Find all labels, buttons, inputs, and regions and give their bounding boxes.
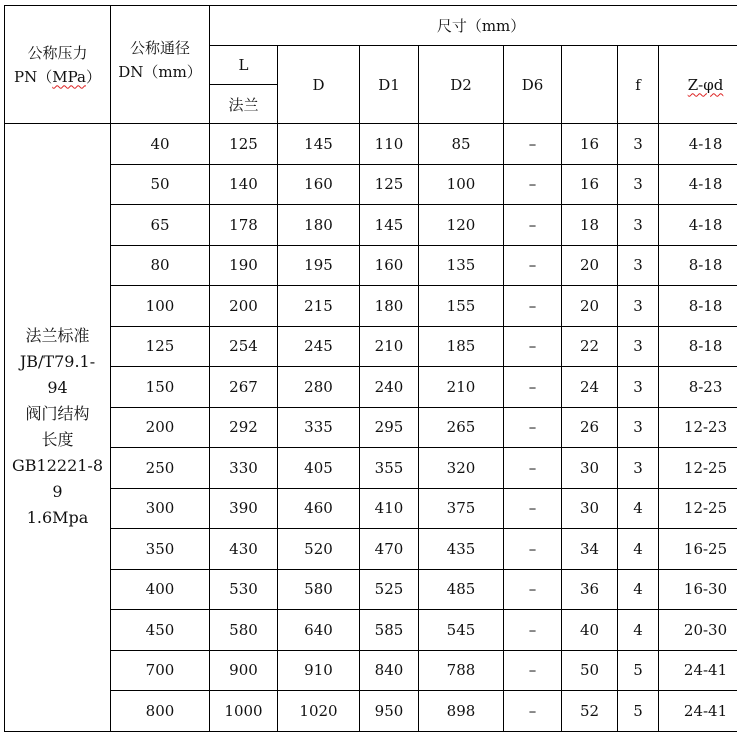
col-header-z-text: Z-φd — [687, 75, 724, 94]
col-header-f: f — [618, 46, 659, 124]
table-row — [5, 610, 737, 651]
standard-cell — [5, 124, 111, 732]
cell-D6: – — [504, 326, 562, 367]
cell-D6: – — [504, 691, 562, 732]
cell-dn: 300 — [111, 488, 210, 529]
cell-D: 280 — [278, 367, 360, 408]
standard-line: 1.6Mpa — [26, 508, 89, 528]
table-row — [5, 205, 737, 246]
cell-D1: 145 — [360, 205, 419, 246]
cell-L: 200 — [210, 286, 278, 327]
cell-f: 3 — [618, 367, 659, 408]
cell-f: 4 — [618, 529, 659, 570]
table-row — [5, 407, 737, 448]
cell-D: 520 — [278, 529, 360, 570]
cell-D2: 85 — [419, 124, 504, 165]
cell-f: 3 — [618, 326, 659, 367]
table-row — [5, 448, 737, 489]
table-row — [5, 529, 737, 570]
cell-z: 8-23 — [659, 367, 737, 408]
cell-f: 3 — [618, 124, 659, 165]
table-body — [5, 124, 737, 732]
cell-dn: 250 — [111, 448, 210, 489]
cell-D: 460 — [278, 488, 360, 529]
table-row — [5, 650, 737, 691]
table-row — [5, 367, 737, 408]
standard-line: 阀门结构 — [25, 404, 90, 424]
cell-D1: 210 — [360, 326, 419, 367]
cell-L: 190 — [210, 245, 278, 286]
cell-b: 20 — [562, 286, 618, 327]
cell-D: 195 — [278, 245, 360, 286]
cell-f: 3 — [618, 164, 659, 205]
standard-line: GB12221-8 — [11, 456, 104, 476]
cell-dn: 65 — [111, 205, 210, 246]
cell-f: 3 — [618, 448, 659, 489]
dimensions-header: 尺寸（mm） — [210, 6, 737, 46]
table-row — [5, 326, 737, 367]
cell-L: 292 — [210, 407, 278, 448]
cell-D1: 585 — [360, 610, 419, 651]
table-row — [5, 691, 737, 732]
cell-L: 530 — [210, 569, 278, 610]
cell-D2: 435 — [419, 529, 504, 570]
cell-dn: 200 — [111, 407, 210, 448]
cell-D1: 160 — [360, 245, 419, 286]
table-row — [5, 488, 737, 529]
cell-f: 5 — [618, 650, 659, 691]
flange-dimensions-table — [4, 5, 737, 732]
col-header-D1: D1 — [360, 46, 419, 124]
cell-D1: 950 — [360, 691, 419, 732]
pressure-header — [5, 6, 111, 124]
cell-L: 390 — [210, 488, 278, 529]
cell-D2: 155 — [419, 286, 504, 327]
col-header-z — [659, 46, 737, 124]
cell-D2: 210 — [419, 367, 504, 408]
cell-f: 5 — [618, 691, 659, 732]
cell-L: 330 — [210, 448, 278, 489]
cell-D6: – — [504, 529, 562, 570]
cell-D2: 185 — [419, 326, 504, 367]
cell-D6: – — [504, 407, 562, 448]
cell-D6: – — [504, 610, 562, 651]
standard-line: 94 — [47, 378, 68, 398]
dn-header — [111, 6, 210, 124]
cell-f: 4 — [618, 488, 659, 529]
cell-z: 24-41 — [659, 691, 737, 732]
standard-line: 长度 — [41, 430, 74, 450]
cell-dn: 125 — [111, 326, 210, 367]
cell-dn: 40 — [111, 124, 210, 165]
standard-line: 9 — [52, 482, 63, 502]
cell-D2: 898 — [419, 691, 504, 732]
cell-D: 580 — [278, 569, 360, 610]
cell-D: 1020 — [278, 691, 360, 732]
cell-L: 178 — [210, 205, 278, 246]
standard-line: JB/T79.1- — [19, 352, 96, 372]
cell-b: 30 — [562, 448, 618, 489]
cell-D6: – — [504, 124, 562, 165]
cell-D2: 788 — [419, 650, 504, 691]
cell-z: 8-18 — [659, 326, 737, 367]
cell-b: 16 — [562, 124, 618, 165]
cell-D1: 180 — [360, 286, 419, 327]
dn-header-line1: 公称通径 — [129, 39, 190, 57]
col-header-D6: D6 — [504, 46, 562, 124]
cell-dn: 400 — [111, 569, 210, 610]
cell-dn: 150 — [111, 367, 210, 408]
cell-D6: – — [504, 286, 562, 327]
cell-f: 3 — [618, 205, 659, 246]
cell-b: 16 — [562, 164, 618, 205]
cell-D6: – — [504, 488, 562, 529]
cell-dn: 700 — [111, 650, 210, 691]
pressure-header-suffix: ） — [85, 67, 101, 86]
cell-D6: – — [504, 448, 562, 489]
cell-L: 254 — [210, 326, 278, 367]
cell-b: 18 — [562, 205, 618, 246]
cell-D2: 120 — [419, 205, 504, 246]
cell-dn: 50 — [111, 164, 210, 205]
cell-b: 20 — [562, 245, 618, 286]
col-header-D: D — [278, 46, 360, 124]
cell-b: 22 — [562, 326, 618, 367]
cell-z: 16-25 — [659, 529, 737, 570]
cell-D1: 110 — [360, 124, 419, 165]
cell-D6: – — [504, 245, 562, 286]
cell-f: 4 — [618, 610, 659, 651]
cell-L: 125 — [210, 124, 278, 165]
cell-D: 180 — [278, 205, 360, 246]
cell-L: 900 — [210, 650, 278, 691]
col-header-blank — [562, 46, 618, 124]
cell-D2: 265 — [419, 407, 504, 448]
standard-line: 法兰标准 — [25, 326, 90, 346]
cell-D: 145 — [278, 124, 360, 165]
cell-D2: 485 — [419, 569, 504, 610]
cell-b: 52 — [562, 691, 618, 732]
cell-b: 40 — [562, 610, 618, 651]
cell-D1: 355 — [360, 448, 419, 489]
cell-f: 3 — [618, 407, 659, 448]
cell-D: 405 — [278, 448, 360, 489]
cell-dn: 450 — [111, 610, 210, 651]
table-row — [5, 124, 737, 165]
cell-D2: 375 — [419, 488, 504, 529]
cell-D1: 840 — [360, 650, 419, 691]
cell-D: 245 — [278, 326, 360, 367]
cell-L: 140 — [210, 164, 278, 205]
cell-b: 36 — [562, 569, 618, 610]
cell-dn: 350 — [111, 529, 210, 570]
table-row — [5, 286, 737, 327]
cell-L: 1000 — [210, 691, 278, 732]
cell-D1: 410 — [360, 488, 419, 529]
cell-D1: 525 — [360, 569, 419, 610]
cell-dn: 100 — [111, 286, 210, 327]
cell-z: 4-18 — [659, 164, 737, 205]
table-row — [5, 569, 737, 610]
cell-D1: 125 — [360, 164, 419, 205]
cell-D2: 545 — [419, 610, 504, 651]
cell-D1: 470 — [360, 529, 419, 570]
cell-b: 26 — [562, 407, 618, 448]
cell-D6: – — [504, 650, 562, 691]
cell-f: 3 — [618, 245, 659, 286]
cell-D1: 240 — [360, 367, 419, 408]
cell-dn: 800 — [111, 691, 210, 732]
cell-z: 12-23 — [659, 407, 737, 448]
cell-D: 160 — [278, 164, 360, 205]
cell-b: 24 — [562, 367, 618, 408]
cell-D: 215 — [278, 286, 360, 327]
cell-z: 24-41 — [659, 650, 737, 691]
cell-D6: – — [504, 367, 562, 408]
cell-z: 4-18 — [659, 124, 737, 165]
cell-z: 16-30 — [659, 569, 737, 610]
col-header-L: L — [210, 46, 278, 85]
pressure-header-prefix: PN（ — [14, 67, 53, 86]
cell-D: 910 — [278, 650, 360, 691]
cell-f: 4 — [618, 569, 659, 610]
cell-L: 267 — [210, 367, 278, 408]
cell-z: 12-25 — [659, 488, 737, 529]
cell-D6: – — [504, 205, 562, 246]
pressure-header-line1: 公称压力 — [27, 43, 88, 62]
cell-D2: 320 — [419, 448, 504, 489]
cell-b: 30 — [562, 488, 618, 529]
cell-f: 3 — [618, 286, 659, 327]
col-header-D2: D2 — [419, 46, 504, 124]
cell-z: 8-18 — [659, 245, 737, 286]
table-row — [5, 245, 737, 286]
col-header-L-sub: 法兰 — [210, 85, 278, 124]
dn-header-line2: DN（mm） — [118, 63, 202, 81]
cell-z: 20-30 — [659, 610, 737, 651]
cell-dn: 80 — [111, 245, 210, 286]
cell-D: 335 — [278, 407, 360, 448]
cell-D2: 135 — [419, 245, 504, 286]
cell-z: 12-25 — [659, 448, 737, 489]
cell-b: 34 — [562, 529, 618, 570]
cell-L: 580 — [210, 610, 278, 651]
cell-b: 50 — [562, 650, 618, 691]
cell-D1: 295 — [360, 407, 419, 448]
cell-L: 430 — [210, 529, 278, 570]
cell-D6: – — [504, 164, 562, 205]
cell-D2: 100 — [419, 164, 504, 205]
table-row — [5, 164, 737, 205]
cell-D6: – — [504, 569, 562, 610]
cell-z: 8-18 — [659, 286, 737, 327]
pressure-unit: MPa — [52, 67, 86, 86]
cell-D: 640 — [278, 610, 360, 651]
cell-z: 4-18 — [659, 205, 737, 246]
